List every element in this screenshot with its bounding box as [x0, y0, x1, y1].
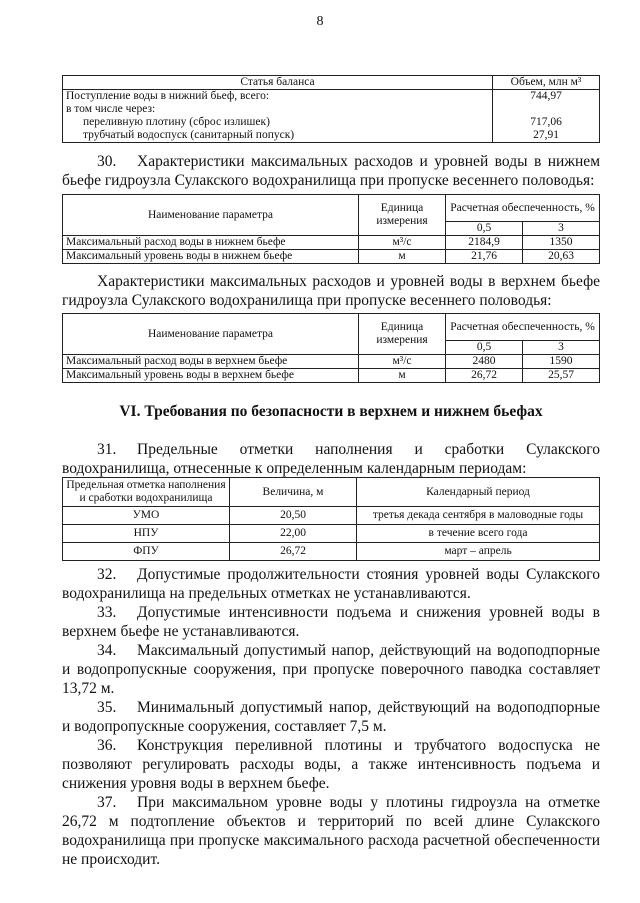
header-cell: 0,5 [446, 341, 523, 355]
header-cell: Наименование параметра [63, 195, 359, 236]
paragraph-number: 30. [97, 153, 117, 170]
cell: Максимальный расход воды в нижнем бьефе [63, 236, 359, 250]
header-cell: Статья баланса [63, 76, 493, 90]
cell: НПУ [63, 525, 230, 543]
paragraph-text: Характеристики максимальных расходов и уровней воды в нижнем бьефе гидроузла Сулакского водохранилища при пропуске весеннего половодья: [62, 153, 600, 189]
header-cell: 3 [523, 341, 600, 355]
cell: в течение всего года [357, 525, 600, 543]
paragraph-30 [62, 152, 600, 190]
cell: Максимальный уровень воды в нижнем бьефе [63, 250, 359, 264]
cell: 20,50 [230, 507, 357, 525]
cell: в том числе через: [63, 103, 493, 116]
cell: переливную плотину (сброс излишек) [63, 116, 493, 129]
paragraph-text: Минимальный допустимый напор, действующий на водоподпорные и водопропускные сооружения, составляет 7,5 м. [62, 699, 600, 735]
paragraph-number: 31. [97, 441, 117, 458]
paragraph-number: 36. [97, 737, 117, 754]
paragraph-31 [62, 440, 600, 478]
header-cell: 3 [523, 222, 600, 236]
cell: 20,63 [523, 250, 600, 264]
paragraph-text: Допустимые продолжительности стояния уровней воды Сулакского водохранилища на предельных отметках не устанавливаются. [62, 566, 600, 602]
paragraph-text: Предельные отметки наполнения и сработки Сулакского водохранилища, отнесенные к определенным календарным периодам: [62, 441, 600, 477]
header-cell: Наименование параметра [63, 314, 359, 355]
cell: 717,06 [493, 116, 600, 129]
paragraphs [62, 565, 600, 869]
cell: третья декада сентября в маловодные годы [357, 507, 600, 525]
paragraph-number: 35. [97, 699, 117, 716]
paragraph-number: 33. [97, 604, 117, 621]
cell: Максимальный уровень воды в верхнем бьефе [63, 369, 359, 383]
cell: 1590 [523, 355, 600, 369]
header-cell: Расчетная обеспеченность, % [446, 314, 600, 341]
cell: м [359, 250, 446, 264]
cell: Поступление воды в нижний бьеф, всего: [63, 90, 493, 104]
paragraph [62, 641, 600, 698]
page-number: 8 [316, 14, 324, 29]
cell: 25,57 [523, 369, 600, 383]
cell: 26,72 [230, 543, 357, 561]
paragraph-number: 32. [97, 566, 117, 583]
header-cell: Единица измерения [359, 314, 446, 355]
header-cell: Величина, м [230, 478, 357, 507]
paragraph-text: Характеристики максимальных расходов и уровней воды в верхнем бьефе гидроузла Сулакского водохранилища при пропуске весеннего половодья: [62, 273, 600, 309]
cell: м³/с [359, 355, 446, 369]
header-cell: Расчетная обеспеченность, % [446, 195, 600, 222]
paragraph [62, 736, 600, 793]
paragraph [62, 698, 600, 736]
paragraph-upper [62, 272, 600, 310]
paragraph-number: 37. [97, 794, 117, 811]
cell: 2480 [446, 355, 523, 369]
cell: УМО [63, 507, 230, 525]
paragraph [62, 793, 600, 869]
paragraph-number: 34. [97, 642, 117, 659]
cell: 27,91 [493, 129, 600, 143]
lower-pool-table [62, 194, 600, 264]
levels-table [62, 477, 600, 561]
cell: м [359, 369, 446, 383]
header-cell: Предельная отметка наполнения и сработки водохранилища [63, 478, 230, 507]
section-heading: VI. Требования по безопасности в верхнем и нижнем бьефах [119, 403, 543, 420]
cell: 2184,9 [446, 236, 523, 250]
cell: Максимальный расход воды в верхнем бьефе [63, 355, 359, 369]
paragraph-text: Максимальный допустимый напор, действующий на водоподпорные и водопропускные сооружения, при пропуске поверочного паводка составляет 13,72 м. [62, 642, 600, 697]
cell: 1350 [523, 236, 600, 250]
paragraph-text: При максимальном уровне воды у плотины гидроузла на отметке 26,72 м подтопление объектов и территорий по всей длине Сулакского водохранилища при пропуске максимального расхода расчетной обеспеченности не происходит. [62, 794, 600, 868]
paragraph [62, 565, 600, 603]
paragraph-text: Допустимые интенсивности подъема и снижения уровней воды в верхнем бьефе не устанавливаются. [62, 604, 600, 640]
paragraph-text: Конструкция переливной плотины и трубчатого водоспуска не позволяют регулировать расходы воды, а также интенсивность подъема и снижения уровня воды в верхнем бьефе. [62, 737, 600, 792]
cell: 744,97 [493, 90, 600, 104]
cell: ФПУ [63, 543, 230, 561]
cell: март – апрель [357, 543, 600, 561]
cell: 21,76 [446, 250, 523, 264]
upper-pool-table [62, 313, 600, 383]
cell: 26,72 [446, 369, 523, 383]
header-cell: Календарный период [357, 478, 600, 507]
paragraph [62, 603, 600, 641]
cell [493, 103, 600, 116]
cell: м³/с [359, 236, 446, 250]
header-cell: Объем, млн м³ [493, 76, 600, 90]
header-cell: 0,5 [446, 222, 523, 236]
balance-table [62, 75, 600, 143]
cell: трубчатый водоспуск (санитарный попуск) [63, 129, 493, 143]
header-cell: Единица измерения [359, 195, 446, 236]
cell: 22,00 [230, 525, 357, 543]
